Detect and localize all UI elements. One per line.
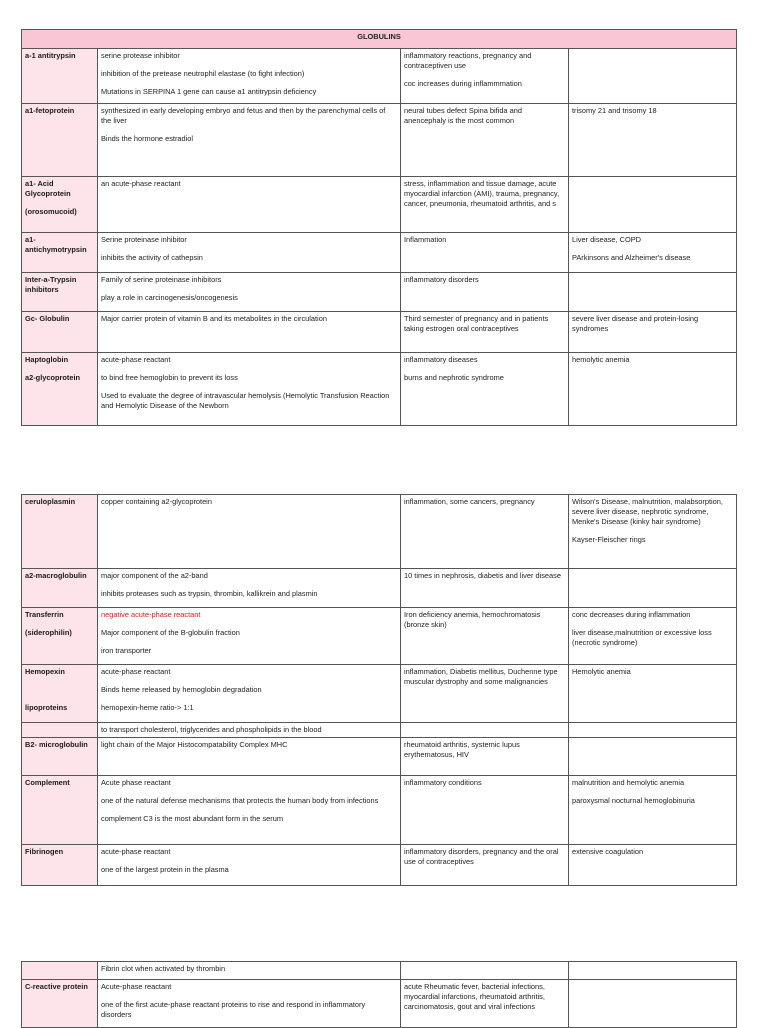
table-row (22, 49, 737, 104)
protein-name-cell (22, 776, 98, 845)
protein-name-cell (22, 723, 98, 738)
cell-text: Major carrier protein of vitamin B and its metabolites in the circulation (101, 314, 327, 323)
increased-in-cell (401, 233, 569, 273)
increased-in-cell (401, 608, 569, 665)
decreased-in-cell (569, 608, 737, 665)
cell-text: neural tubes defect Spina bifida and anencephaly is the most common (404, 106, 522, 125)
table-row (22, 233, 737, 273)
table-row (22, 608, 737, 665)
cell-text: major component of the a2-band (101, 571, 208, 580)
description-cell (98, 980, 401, 1028)
cell-text: play a role in carcinogenesis/oncogenesis (101, 292, 238, 302)
cell-text: inflammatory diseases (404, 355, 478, 364)
cell-text: complement C3 is the most abundant form in the serum (101, 813, 283, 823)
cell-text: inflammatory reactions, pregnancy and contraceptiven use (404, 51, 532, 70)
cell-text: Inter-a-Trypsin inhibitors (25, 275, 77, 294)
protein-name-cell (22, 104, 98, 177)
decreased-in-cell (569, 49, 737, 104)
decreased-in-cell (569, 665, 737, 723)
cell-text: hemopexin-heme ratio-> 1:1 (101, 702, 194, 712)
cell-text: inflammatory disorders, pregnancy and the oral use of contraceptives (404, 847, 559, 866)
cell-text: inflammation, Diabetis mellitus, Duchenne type muscular dystrophy and some malignancies (404, 667, 558, 686)
increased-in-cell (401, 665, 569, 723)
cell-text: Acute phase reactant (101, 778, 171, 787)
cell-text: one of the largest protein in the plasma (101, 864, 229, 874)
cell-text: a1- Acid Glycoprotein (25, 179, 71, 198)
decreased-in-cell (569, 273, 737, 312)
table-row (22, 738, 737, 776)
cell-text: (siderophilin) (25, 627, 72, 637)
cell-text: malnutrition and hemolytic anemia (572, 778, 685, 787)
cell-text: Wilson's Disease, malnutrition, malabsorption, severe liver disease, nephrotic syndrome, Menke's Disease (kinky hair syndrome) (572, 497, 723, 526)
protein-name-cell (22, 608, 98, 665)
increased-in-cell (401, 738, 569, 776)
protein-name-cell (22, 49, 98, 104)
cell-text: inhibits proteases such as trypsin, thrombin, kallikrein and plasmin (101, 588, 318, 598)
cell-text: ceruloplasmin (25, 497, 76, 506)
cell-text: a1-fetoprotein (25, 106, 75, 115)
description-cell (98, 495, 401, 569)
cell-text: acute-phase reactant (101, 667, 171, 676)
increased-in-cell (401, 177, 569, 233)
cell-text: Gc- Globulin (25, 314, 70, 323)
cell-text: Iron deficiency anemia, hemochromatosis (bronze skin) (404, 610, 541, 629)
cell-text: light chain of the Major Histocompatability Complex MHC (101, 740, 288, 749)
cell-text: iron transporter (101, 645, 152, 655)
table-row (22, 776, 737, 845)
protein-name-cell (22, 177, 98, 233)
increased-in-cell (401, 569, 569, 608)
increased-in-cell (401, 776, 569, 845)
cell-text: synthesized in early developing embryo and fetus and then by the parenchymal cells of the liver (101, 106, 386, 125)
cell-text: Acute-phase reactant (101, 982, 172, 991)
cell-text: an acute-phase reactant (101, 179, 181, 188)
cell-text: to bind free hemoglobin to prevent its loss (101, 372, 238, 382)
protein-name-cell (22, 738, 98, 776)
cell-text: 10 times in nephrosis, diabetis and liver disease (404, 571, 561, 580)
description-cell (98, 845, 401, 886)
protein-name-cell (22, 233, 98, 273)
decreased-in-cell (569, 177, 737, 233)
increased-in-cell (401, 49, 569, 104)
cell-text: acute-phase reactant (101, 847, 171, 856)
description-cell (98, 665, 401, 723)
increased-in-cell (401, 353, 569, 426)
table-row (22, 980, 737, 1028)
table-row (22, 273, 737, 312)
protein-name-cell (22, 495, 98, 569)
description-cell (98, 608, 401, 665)
protein-name-cell (22, 569, 98, 608)
table-row (22, 665, 737, 723)
decreased-in-cell (569, 738, 737, 776)
decreased-in-cell (569, 980, 737, 1028)
cell-text: (orosomucoid) (25, 206, 77, 216)
decreased-in-cell (569, 233, 737, 273)
protein-name-cell (22, 845, 98, 886)
table-row (22, 723, 737, 738)
cell-text: Family of serine proteinase inhibitors (101, 275, 222, 284)
cell-text: liver disease,malnutrition or excessive loss (necrotic syndrome) (572, 627, 712, 647)
increased-in-cell (401, 495, 569, 569)
decreased-in-cell (569, 845, 737, 886)
cell-text: PArkinsons and Alzheimer's disease (572, 252, 691, 262)
description-cell (98, 738, 401, 776)
cell-text: lipoproteins (25, 702, 68, 712)
table-row (22, 569, 737, 608)
cell-text: Binds the hormone estradiol (101, 133, 194, 143)
cell-text: a1-antichymotrypsin (25, 235, 87, 254)
cell-text: acute-phase reactant (101, 355, 171, 364)
cell-text: Liver disease, COPD (572, 235, 642, 244)
table-row (22, 353, 737, 426)
cell-text: Inflammation (404, 235, 447, 244)
cell-text (25, 685, 94, 695)
cell-text: a2-macroglobulin (25, 571, 87, 580)
globulins-table-1 (21, 29, 737, 426)
cell-text: conc decreases during inflammation (572, 610, 691, 619)
cell-text: Transferrin (25, 610, 64, 619)
decreased-in-cell (569, 569, 737, 608)
protein-name-cell (22, 353, 98, 426)
table-row (22, 962, 737, 980)
increased-in-cell (401, 962, 569, 980)
description-cell (98, 233, 401, 273)
cell-text: Kayser-Fleischer rings (572, 534, 646, 544)
protein-name-cell (22, 665, 98, 723)
increased-in-cell (401, 273, 569, 312)
decreased-in-cell (569, 495, 737, 569)
description-cell (98, 49, 401, 104)
cell-text: burns and nephrotic syndrome (404, 372, 504, 382)
cell-text: Hemolytic anemia (572, 667, 631, 676)
table-row (22, 104, 737, 177)
cell-text: a2-glycoprotein (25, 372, 81, 382)
cell-text: negative acute-phase reactant (101, 610, 201, 619)
description-cell (98, 569, 401, 608)
description-cell (98, 353, 401, 426)
description-cell (98, 776, 401, 845)
cell-text: rheumatoid arthritis, systemic lupus erythematosus, HIV (404, 740, 520, 759)
increased-in-cell (401, 845, 569, 886)
decreased-in-cell (569, 104, 737, 177)
cell-text: inflammation, some cancers, pregnancy (404, 497, 535, 506)
cell-text: trisomy 21 and trisomy 18 (572, 106, 657, 115)
cell-text: Serine proteinase inhibitor (101, 235, 187, 244)
table-row (22, 312, 737, 353)
cell-text: inhibits the activity of cathepsin (101, 252, 203, 262)
cell-text: Fibrinogen (25, 847, 64, 856)
protein-name-cell (22, 312, 98, 353)
increased-in-cell (401, 104, 569, 177)
cell-text: hemolytic anemia (572, 355, 630, 364)
cell-text: Binds heme released by hemoglobin degradation (101, 684, 262, 694)
table-row (22, 495, 737, 569)
increased-in-cell (401, 723, 569, 738)
cell-text: Complement (25, 778, 70, 787)
description-cell (98, 962, 401, 980)
description-cell (98, 177, 401, 233)
cell-text: one of the first acute-phase reactant proteins to rise and respond in inflammatory disorders (101, 999, 366, 1019)
cell-text: to transport cholesterol, triglycerides and phospholipids in the blood (101, 725, 322, 734)
protein-name-cell (22, 962, 98, 980)
description-cell (98, 723, 401, 738)
cell-text: paroxysmal nocturnal hemoglobinuria (572, 795, 695, 805)
cell-text: inflammatory disorders (404, 275, 479, 284)
decreased-in-cell (569, 723, 737, 738)
table-row (22, 845, 737, 886)
increased-in-cell (401, 980, 569, 1028)
cell-text: Fibrin clot when activated by thrombin (101, 964, 226, 973)
cell-text: a-1 antitrypsin (25, 51, 76, 60)
cell-text: Major component of the B-globulin fraction (101, 627, 240, 637)
cell-text: acute Rheumatic fever, bacterial infections, myocardial infarctions, rheumatoid arthritis, carcinomatosis, gout and viral infections (404, 982, 545, 1011)
cell-text: copper containing a2-glycoprotein (101, 497, 212, 506)
cell-text: inflammatory conditions (404, 778, 482, 787)
table-title: GLOBULINS (22, 30, 737, 49)
cell-text: serine protease inhibitor (101, 51, 180, 60)
description-cell (98, 104, 401, 177)
cell-text: Third semester of pregnancy and in patients taking estrogen oral contraceptives (404, 314, 549, 333)
decreased-in-cell (569, 962, 737, 980)
cell-text: Mutations in SERPINA 1 gene can cause a1 antitrypsin deficiency (101, 86, 317, 96)
decreased-in-cell (569, 312, 737, 353)
cell-text: B2- microglobulin (25, 740, 88, 749)
cell-text: Haptoglobin (25, 355, 69, 364)
cell-text: C-reactive protein (25, 982, 88, 991)
decreased-in-cell (569, 776, 737, 845)
cell-text: Hemopexin (25, 667, 65, 676)
cell-text: inhibition of the pretease neutrophil elastase (to fight infection) (101, 68, 305, 78)
globulins-table-3 (21, 961, 737, 1028)
cell-text: severe liver disease and protein-losing syndromes (572, 314, 699, 333)
cell-text: Used to evaluate the degree of intravascular hemolysis (Hemolytic Transfusion Reaction and Hemolytic Disease of the Newborn (101, 390, 390, 410)
description-cell (98, 273, 401, 312)
increased-in-cell (401, 312, 569, 353)
cell-text: coc increases during inflammmation (404, 78, 522, 88)
globulins-table-2 (21, 494, 737, 886)
cell-text: one of the natural defense mechanisms that protects the human body from infections (101, 795, 379, 805)
table-row (22, 177, 737, 233)
protein-name-cell (22, 980, 98, 1028)
cell-text: extensive coagulation (572, 847, 644, 856)
description-cell (98, 312, 401, 353)
decreased-in-cell (569, 353, 737, 426)
protein-name-cell (22, 273, 98, 312)
cell-text: stress, inflammation and tissue damage, acute myocardial infarction (AMI), trauma, pregnancy, cancer, pneumonia, rheumatoid arthritis, and s (404, 179, 560, 208)
